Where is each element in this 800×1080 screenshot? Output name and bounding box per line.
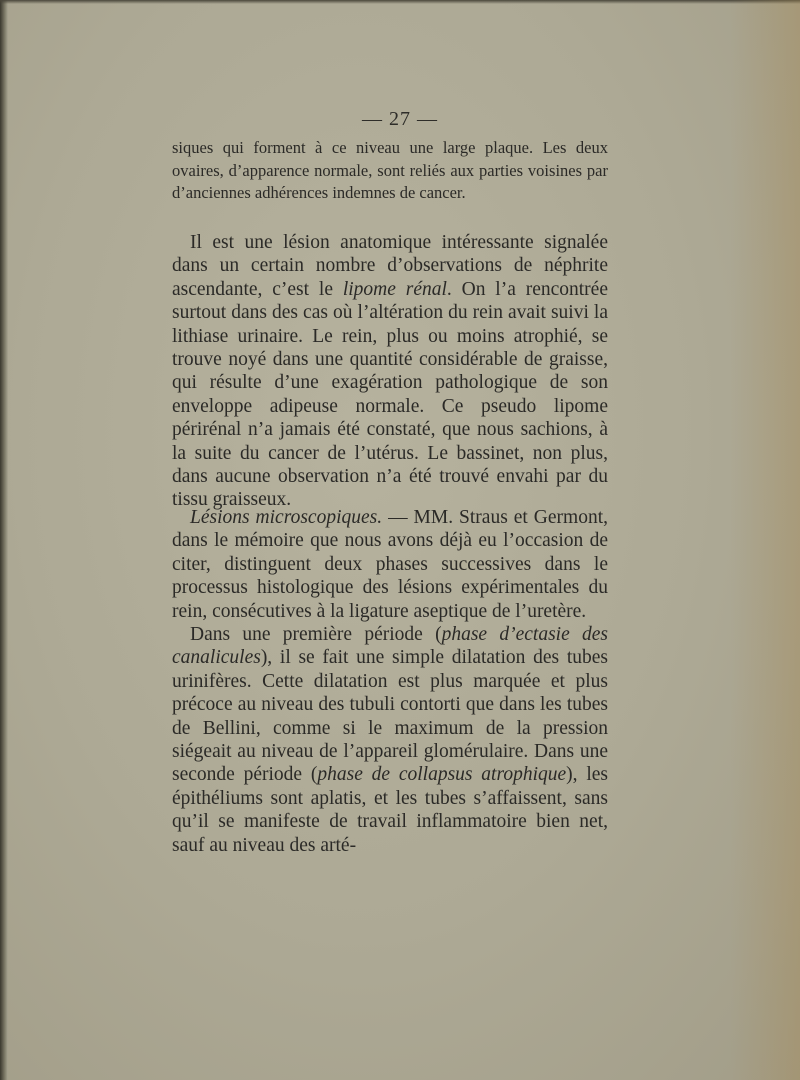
paragraph-2-text-a: Il est une lésion anatomique intéressante signalée dans un certain nombre d’observations de néphrite ascendante, c’est le <box>172 232 608 300</box>
paragraph-3 <box>172 506 608 623</box>
paragraph-lipome <box>172 231 608 512</box>
section-lesions-microscopiques <box>172 506 608 857</box>
paragraph-2-italic: lipome rénal <box>342 278 447 300</box>
paragraph-4-text-c: ), les épithéliums sont aplatis, et les tubes s’affaissent, sans qu’il se manifeste de travail inflammatoire bien net, sauf au niveau des arté- <box>172 764 608 856</box>
page-right-shadow <box>730 0 800 1080</box>
paragraph-4-text-a: Dans une première période ( <box>190 624 442 646</box>
paragraph-4-italic-b: phase de collapsus atrophique <box>317 764 567 786</box>
paragraph-4 <box>172 623 608 857</box>
paragraph-4-italic-a: phase d’ectasie des canalicules <box>172 624 608 669</box>
page-top-edge <box>0 0 800 4</box>
paragraph-3-text: — MM. Straus et Germont, dans le mémoire que nous avons déjà eu l’occasion de citer, distinguent deux phases successives dans le processus histologique des lésions expérimentales du rein, consécutives à la ligature aseptique de l’uretère. <box>172 507 608 622</box>
paragraph-2 <box>172 231 608 512</box>
paragraph-1-text: siques qui forment à ce niveau une large plaque. Les deux ovaires, d’apparence normale, sont reliés aux parties voisines par d’anciennes adhérences indemnes de cancer. <box>172 138 608 202</box>
page-left-edge <box>0 0 8 1080</box>
page-number: — 27 — <box>362 108 438 130</box>
paragraph-4-text-b: ), il se fait une simple dilatation des tubes urinifères. Cette dilatation est plus marquée et plus précoce au niveau des tubuli contorti que dans les tubes de Bellini, comme si le maximum de la pression siégeait au niveau de l’appareil glomérulaire. Dans une seconde période ( <box>172 647 608 786</box>
paragraph-continuation <box>172 137 608 205</box>
paragraph-2-text-b: . On l’a rencontrée surtout dans des cas où l’altération du rein avait suivi la lithiase urinaire. Le rein, plus ou moins atrophié, se trouve noyé dans une quantité considérable de graisse, qui résulte d’une exagération pathologique de son enveloppe adipeuse normale. Ce pseudo lipome périrénal n’a jamais été constaté, que nous sachions, à la suite du cancer de l’utérus. Le bassinet, non plus, dans aucune observation n’a été trouvé envahi par du tissu graisseux. <box>172 278 608 511</box>
section-heading: Lésions microscopiques. <box>190 507 383 528</box>
